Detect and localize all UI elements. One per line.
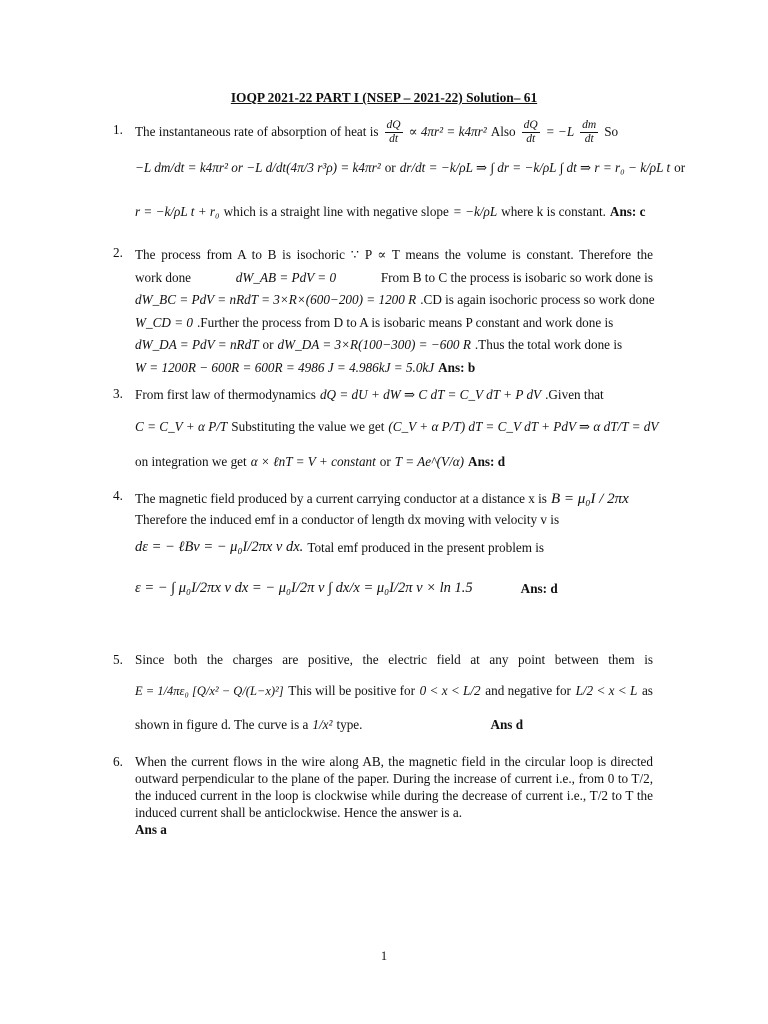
text: So — [604, 124, 619, 140]
equation: α × ℓnT = V + constant — [250, 454, 376, 470]
answer: Ans a — [135, 822, 167, 837]
text: which is a straight line with negative slope — [223, 204, 449, 220]
equation: E = 1/4πε₀ [Q/x² − Q/(L−x)²] — [135, 683, 284, 698]
text: or — [674, 160, 686, 176]
equation: dQ = dU + dW ⇒ C dT = C_V dT + P dV — [319, 387, 542, 403]
q2-line-5 — [135, 334, 653, 357]
text: .CD is again isochoric process so work done — [420, 292, 655, 307]
text: or — [384, 160, 396, 176]
page-number: 1 — [380, 949, 388, 963]
answer: Ans: d — [520, 581, 558, 597]
question-number: 1. — [113, 122, 123, 137]
text: From first law of thermodynamics — [135, 387, 316, 403]
q5-line-1: Since both the charges are positive, the electric field at any point between them is — [135, 652, 653, 667]
question-number: 4. — [113, 488, 123, 503]
equation: ε = − ∫ μ₀I/2πx v dx = − μ₀I/2π v ∫ dx/x = μ₀I/2π v × ln 1.5 — [135, 580, 473, 597]
text: The magnetic field produced by a current carrying conductor at a distance x is — [135, 491, 547, 507]
q5-line-2 — [135, 673, 653, 709]
equation: dW_BC = PdV = nRdT = 3×R×(600−200) = 1200 R — [135, 292, 417, 307]
answer: Ans: c — [609, 204, 646, 220]
equation: dW_AB = PdV = 0 — [235, 269, 337, 285]
fraction: $\frac{dQ}{dt}$ — [386, 119, 401, 145]
equation: dε = − ℓBv = − μ₀I/2πx v dx. — [135, 539, 304, 556]
q4-line-3 — [135, 531, 653, 565]
equation: dr/dt = −k/ρL ⇒ ∫ dr = −k/ρL ∫ dt ⇒ r = r₀ − k/ρL t — [399, 160, 671, 176]
equation: 1/x² — [312, 717, 333, 733]
text: This will be positive for — [288, 683, 416, 699]
text: .Further the process from D to A is isobaric means P constant and work done is — [197, 314, 614, 330]
text: shown in figure d. The curve is a — [135, 717, 309, 733]
text: work done — [135, 269, 192, 285]
q6-paragraph: When the current flows in the wire along AB, the magnetic field in the circular loop is directed outward perpendicular to the plane of the paper. During the increase of current i.e., from 0 to T/2, the induced current in the loop is clockwise while during the decrease of current i.e., T/2 to T the induced current shall be anticlockwise. Hence the answer is a. — [135, 754, 653, 820]
q4-line-1 — [135, 487, 653, 511]
q3-line-2 — [135, 405, 659, 449]
equation: r = −k/ρL t + r₀ — [135, 204, 220, 220]
text: and negative for — [485, 683, 571, 699]
q5-line-3 — [135, 709, 653, 741]
equation: B = μ₀I / 2πx — [550, 490, 629, 507]
text: or — [379, 454, 391, 470]
text: as — [641, 683, 653, 699]
text: where k is constant. — [501, 204, 606, 220]
equation: dW_DA = PdV = nRdT — [135, 337, 259, 352]
fraction: $\frac{dQ}{dt}$ — [523, 119, 538, 145]
text: From B to C the process is isobaric so work done is — [380, 269, 653, 285]
q2-line-2 — [135, 267, 653, 290]
equation: ∝ 4πr² = k4πr² — [408, 124, 487, 140]
equation: = −k/ρL — [452, 204, 498, 220]
text: Also — [490, 124, 516, 140]
text: on integration we get — [135, 454, 247, 470]
q2-line-1: The process from A to B is isochoric ∵ P ∝ T means the volume is constant. Therefore the — [135, 247, 653, 262]
question-number: 3. — [113, 386, 123, 401]
page-title: IOQP 2021-22 PART I (NSEP – 2021-22) Solution– 61 — [230, 90, 538, 105]
equation: C = C_V + α P/T — [135, 419, 228, 435]
equation: L/2 < x < L — [575, 683, 638, 699]
equation: = −L — [545, 124, 575, 140]
answer: Ans d — [490, 717, 524, 733]
q2-line-6 — [135, 357, 653, 380]
text: The instantaneous rate of absorption of heat is — [135, 124, 379, 140]
answer: Ans: d — [468, 454, 506, 470]
equation: T = Ae^(V/α) — [394, 454, 465, 470]
q1-line-1 — [135, 121, 653, 143]
question-number: 2. — [113, 245, 123, 260]
question-number: 5. — [113, 652, 123, 667]
q3-line-1 — [135, 385, 653, 405]
q2-line-3 — [135, 289, 653, 312]
text: type. — [336, 717, 363, 733]
text: .Given that — [545, 387, 604, 403]
equation: W_CD = 0 — [135, 314, 193, 330]
q3-line-3 — [135, 449, 653, 475]
equation: dW_DA = 3×R(100−300) = −600 R — [277, 337, 471, 352]
text: Substituting the value we get — [231, 419, 385, 435]
q4-line-2: Therefore the induced emf in a conductor of length dx moving with velocity v is — [135, 512, 560, 527]
text: Total emf produced in the present problem is — [307, 540, 545, 556]
q4-line-4 — [135, 565, 653, 613]
text: .Thus the total work done is — [474, 337, 623, 352]
equation: (C_V + α P/T) dT = C_V dT + PdV ⇒ α dT/T = dV — [388, 419, 659, 435]
q2-line-4 — [135, 312, 653, 335]
equation: 0 < x < L/2 — [419, 683, 481, 699]
fraction: $\frac{dm}{dt}$ — [582, 119, 597, 145]
equation: −L dm/dt = k4πr² or −L d/dt(4π/3 r³ρ) = k4πr² — [135, 160, 381, 176]
answer: Ans: b — [438, 359, 476, 375]
equation: W = 1200R − 600R = 600R = 4986 J = 4.986kJ = 5.0kJ — [135, 359, 435, 375]
text: or — [262, 337, 274, 352]
question-number: 6. — [113, 754, 123, 769]
